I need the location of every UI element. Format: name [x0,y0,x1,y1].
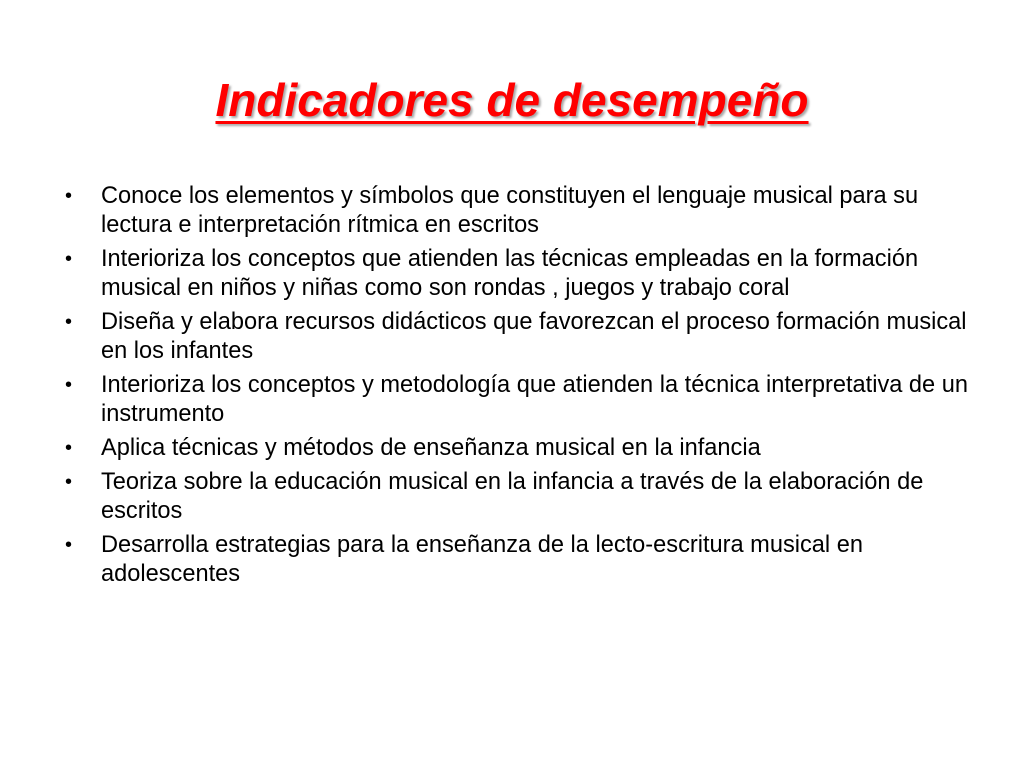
bullet-text: Conoce los elementos y símbolos que constituyen el lenguaje musical para su lectura e interpretación rítmica en escritos [101,183,919,238]
bullet-text: Interioriza los conceptos que atienden las técnicas empleadas en la formación musical en niños y niñas como son rondas , juegos y trabajo coral [101,246,919,301]
bullet-item-1 [62,182,972,240]
bullet-item-2 [62,245,972,303]
bullet-icon: • [65,437,73,459]
bullet-icon: • [65,534,73,556]
bullet-list [62,182,972,594]
bullet-text: Interioriza los conceptos y metodología que atienden la técnica interpretativa de un instrumento [101,372,968,427]
bullet-icon: • [65,374,73,396]
bullet-text: Desarrolla estrategias para la enseñanza de la lecto-escritura musical en adolescentes [101,532,863,587]
bullet-icon: • [65,185,73,207]
bullet-item-4 [62,371,972,429]
bullet-text: Teoriza sobre la educación musical en la infancia a través de la elaboración de escritos [101,469,924,524]
bullet-icon: • [65,311,73,333]
bullet-item-5 [62,434,972,463]
bullet-item-6 [62,468,972,526]
bullet-item-3 [62,308,972,366]
bullet-text: Diseña y elabora recursos didácticos que favorezcan el proceso formación musical en los infantes [101,309,967,364]
bullet-icon: • [65,248,73,270]
slide-title: Indicadores de desempeño [215,74,809,126]
bullet-icon: • [65,471,73,493]
bullet-text: Aplica técnicas y métodos de enseñanza musical en la infancia [101,435,761,461]
bullet-item-7 [62,531,972,589]
